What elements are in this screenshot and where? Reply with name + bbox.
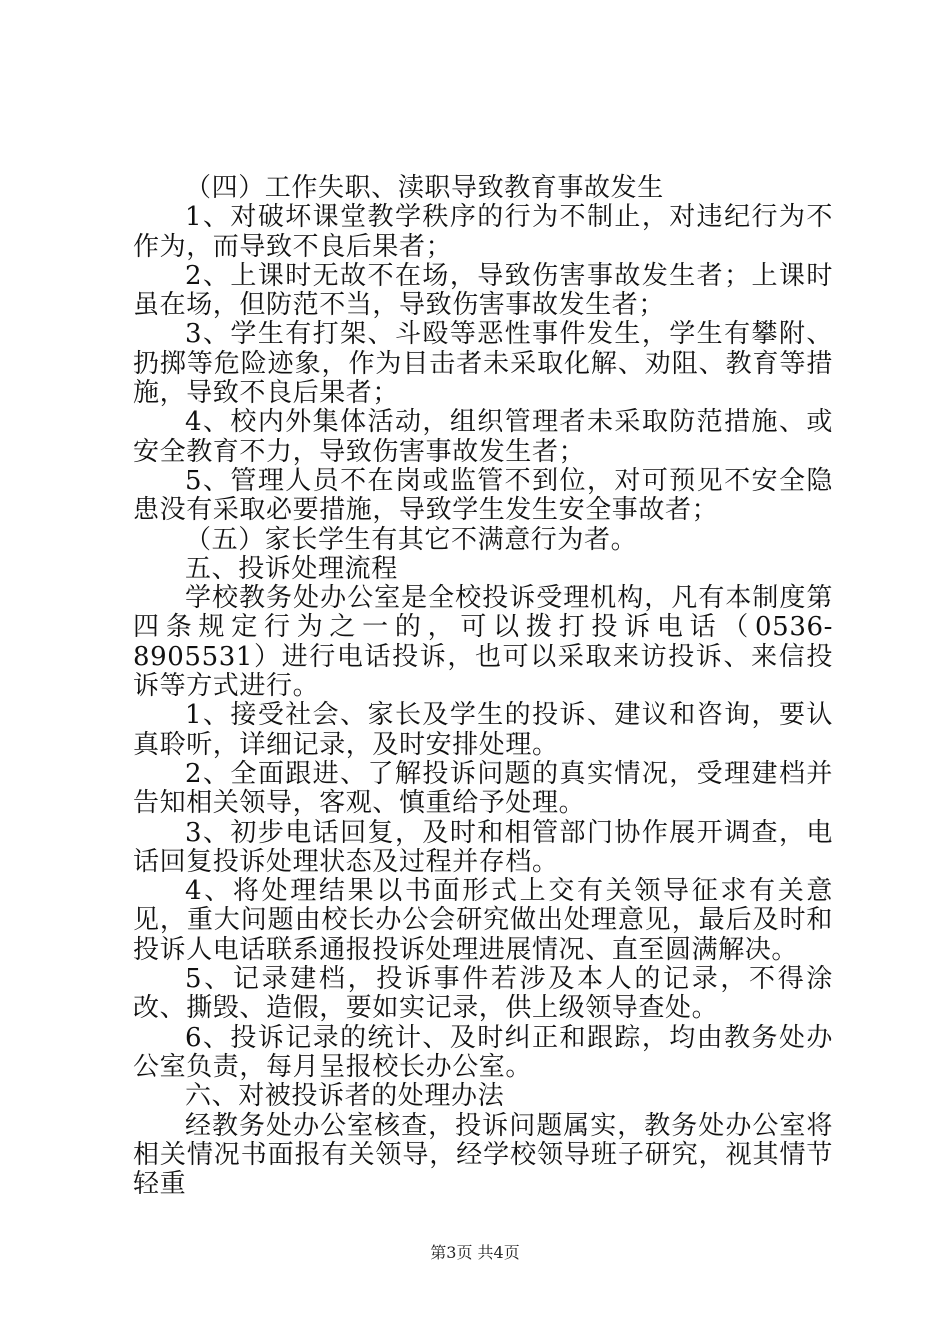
paragraph: 学校教务处办公室是全校投诉受理机构，凡有本制度第四条规定行为之一的，可以拨打投诉电话（0536-8905531）进行电话投诉，也可以采取来访投诉、来信投诉等方式进行。	[133, 583, 833, 702]
paragraph: 2、上课时无故不在场，导致伤害事故发生者；上课时虽在场，但防范不当，导致伤害事故发生者；	[133, 260, 833, 321]
paragraph: 3、学生有打架、斗殴等恶性事件发生，学生有攀附、扔掷等危险迹象，作为目击者未采取化解、劝阻、教育等措施，导致不良后果者；	[133, 319, 833, 409]
section-heading-5: （五）家长学生有其它不满意行为者。	[185, 524, 638, 555]
paragraph: 5、管理人员不在岗或监管不到位，对可预见不安全隐患没有采取必要措施，导致学生发生安全事故者；	[133, 465, 833, 526]
paragraph: 4、校内外集体活动，组织管理者未采取防范措施、或安全教育不力，导致伤害事故发生者；	[133, 407, 833, 467]
paragraph: 1、接受社会、家长及学生的投诉、建议和咨询，要认真聆听，详细记录，及时安排处理。	[133, 700, 833, 760]
paragraph: 6、投诉记录的统计、及时纠正和跟踪，均由教务处办公室负责，每月呈报校长办公室。	[133, 1022, 833, 1082]
section-heading-complaint-process: 五、投诉处理流程	[185, 553, 398, 584]
section-heading-4: （四）工作失职、渎职导致教育事故发生	[185, 173, 664, 203]
paragraph: 4、将处理结果以书面形式上交有关领导征求有关意见，重大问题由校长办公会研究做出处理意见，最后及时和投诉人电话联系通报投诉处理进展情况、直至圆满解决。	[133, 876, 833, 965]
paragraph: 3、初步电话回复，及时和相管部门协作展开调查，电话回复投诉处理状态及过程并存档。	[133, 817, 833, 877]
paragraph: 2、全面跟进、了解投诉问题的真实情况，受理建档并告知相关领导，客观、慎重给予处理。	[133, 758, 833, 819]
page-number-footer: 第3页 共4页	[430, 1243, 520, 1262]
document-body	[133, 174, 833, 1199]
paragraph: 1、对破坏课堂教学秩序的行为不制止，对违纪行为不作为，而导致不良后果者；	[133, 202, 833, 262]
section-heading-handling-method: 六、对被投诉者的处理办法	[185, 1081, 505, 1112]
paragraph: 5、记录建档，投诉事件若涉及本人的记录，不得涂改、撕毁、造假，要如实记录，供上级领导查处。	[133, 964, 833, 1024]
paragraph: 经教务处办公室核查，投诉问题属实，教务处办公室将相关情况书面报有关领导，经学校领导班子研究，视其情节轻重	[133, 1110, 833, 1200]
